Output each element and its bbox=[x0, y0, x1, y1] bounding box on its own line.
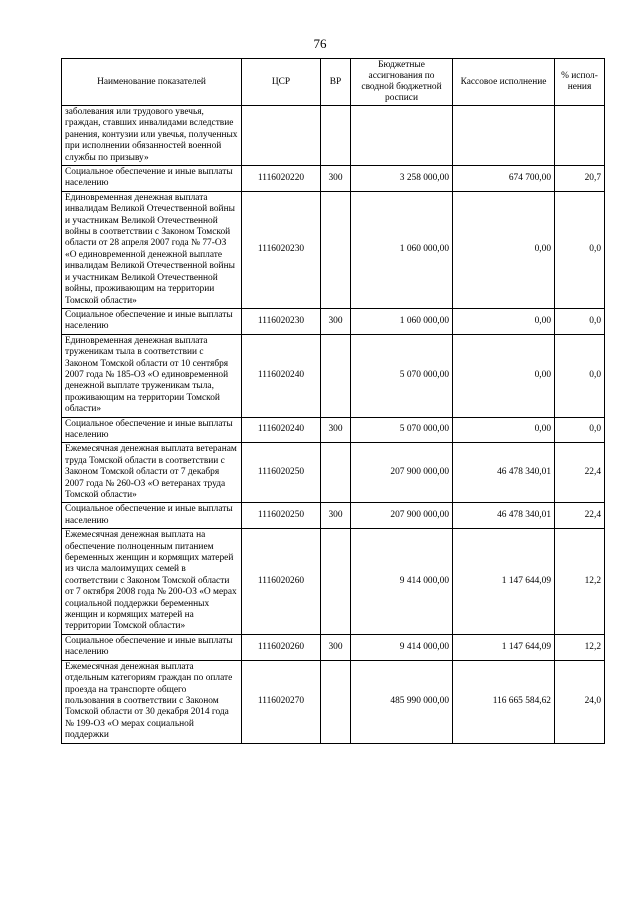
cell-assignments: 207 900 000,00 bbox=[351, 503, 453, 529]
cell-cash-execution: 0,00 bbox=[453, 191, 555, 308]
cell-percent: 12,2 bbox=[555, 634, 605, 660]
cell-csr: 1116020250 bbox=[242, 503, 321, 529]
cell-vr: 300 bbox=[321, 503, 351, 529]
table-row bbox=[62, 334, 605, 417]
table-row bbox=[62, 417, 605, 443]
cell-vr bbox=[321, 191, 351, 308]
cell-percent: 12,2 bbox=[555, 529, 605, 635]
cell-assignments: 207 900 000,00 bbox=[351, 443, 453, 503]
cell-vr bbox=[321, 106, 351, 166]
cell-vr: 300 bbox=[321, 308, 351, 334]
cell-assignments: 485 990 000,00 bbox=[351, 660, 453, 743]
cell-percent: 0,0 bbox=[555, 308, 605, 334]
cell-assignments: 9 414 000,00 bbox=[351, 634, 453, 660]
table-body bbox=[62, 106, 605, 744]
cell-assignments: 5 070 000,00 bbox=[351, 334, 453, 417]
cell-assignments: 1 060 000,00 bbox=[351, 191, 453, 308]
cell-cash-execution: 674 700,00 bbox=[453, 166, 555, 192]
cell-name: заболевания или трудового увечья, граждан, ставших инвалидами вследствие ранения, контузии или увечья, полученных при исполнении обязанностей военной службы по призыву» bbox=[62, 106, 242, 166]
table-row bbox=[62, 166, 605, 192]
header-assignments: Бюджетные ассигнования по сводной бюджетной росписи bbox=[351, 59, 453, 106]
header-cash-execution: Кассовое исполнение bbox=[453, 59, 555, 106]
cell-percent: 20,7 bbox=[555, 166, 605, 192]
cell-cash-execution: 0,00 bbox=[453, 334, 555, 417]
budget-execution-table bbox=[61, 58, 605, 744]
cell-assignments: 1 060 000,00 bbox=[351, 308, 453, 334]
cell-vr bbox=[321, 334, 351, 417]
header-csr: ЦСР bbox=[242, 59, 321, 106]
table-row bbox=[62, 106, 605, 166]
cell-percent: 0,0 bbox=[555, 334, 605, 417]
table-row bbox=[62, 634, 605, 660]
cell-name: Социальное обеспечение и иные выплаты населению bbox=[62, 503, 242, 529]
cell-name: Социальное обеспечение и иные выплаты населению bbox=[62, 417, 242, 443]
cell-name: Социальное обеспечение и иные выплаты населению bbox=[62, 308, 242, 334]
cell-csr: 1116020260 bbox=[242, 529, 321, 635]
header-name: Наименование показателей bbox=[62, 59, 242, 106]
cell-cash-execution: 0,00 bbox=[453, 417, 555, 443]
cell-vr bbox=[321, 660, 351, 743]
cell-csr: 1116020270 bbox=[242, 660, 321, 743]
cell-name: Социальное обеспечение и иные выплаты населению bbox=[62, 634, 242, 660]
cell-percent: 0,0 bbox=[555, 417, 605, 443]
cell-assignments bbox=[351, 106, 453, 166]
cell-assignments: 5 070 000,00 bbox=[351, 417, 453, 443]
cell-percent: 22,4 bbox=[555, 443, 605, 503]
cell-name: Ежемесячная денежная выплата ветеранам труда Томской области в соответствии с Законом Томской области от 7 декабря 2007 года № 260-ОЗ «О ветеранах труда Томской области» bbox=[62, 443, 242, 503]
cell-assignments: 3 258 000,00 bbox=[351, 166, 453, 192]
cell-cash-execution: 1 147 644,09 bbox=[453, 529, 555, 635]
cell-csr: 1116020250 bbox=[242, 443, 321, 503]
cell-cash-execution bbox=[453, 106, 555, 166]
header-vr: ВР bbox=[321, 59, 351, 106]
cell-cash-execution: 0,00 bbox=[453, 308, 555, 334]
cell-csr bbox=[242, 106, 321, 166]
cell-assignments: 9 414 000,00 bbox=[351, 529, 453, 635]
cell-name: Социальное обеспечение и иные выплаты населению bbox=[62, 166, 242, 192]
cell-vr bbox=[321, 529, 351, 635]
cell-vr: 300 bbox=[321, 634, 351, 660]
cell-cash-execution: 116 665 584,62 bbox=[453, 660, 555, 743]
table-row bbox=[62, 529, 605, 635]
cell-csr: 1116020260 bbox=[242, 634, 321, 660]
cell-name: Ежемесячная денежная выплата на обеспечение полноценным питанием беременных женщин и кормящих матерей из числа малоимущих семей в соответствии с Законом Томской области от 7 октября 2008 года № 200-ОЗ «О мерах социальной поддержки беременных женщин и кормящих матерей на территории Томской области» bbox=[62, 529, 242, 635]
cell-name: Единовременная денежная выплата инвалидам Великой Отечественной войны и участникам Великой Отечественной войны в соответствии с Законом Томской области от 28 апреля 2007 года № 77-ОЗ «О единовременной денежной выплате инвалидам Великой Отечественной войны и участникам Великой Отечественной войны, проживающим на территории Томской области» bbox=[62, 191, 242, 308]
cell-csr: 1116020220 bbox=[242, 166, 321, 192]
table-row bbox=[62, 503, 605, 529]
cell-percent bbox=[555, 106, 605, 166]
table-row bbox=[62, 443, 605, 503]
cell-csr: 1116020240 bbox=[242, 417, 321, 443]
cell-name: Ежемесячная денежная выплата отдельным категориям граждан по оплате проезда на транспорте общего пользования в соответствии с Законом Томской области от 30 декабря 2014 года № 199-ОЗ «О мерах социальной поддержки bbox=[62, 660, 242, 743]
cell-cash-execution: 46 478 340,01 bbox=[453, 503, 555, 529]
cell-vr: 300 bbox=[321, 417, 351, 443]
cell-percent: 24,0 bbox=[555, 660, 605, 743]
cell-percent: 0,0 bbox=[555, 191, 605, 308]
table-row bbox=[62, 308, 605, 334]
cell-name: Единовременная денежная выплата труженикам тыла в соответствии с Законом Томской области от 10 сентября 2007 года № 185-ОЗ «О единовременной денежной выплате труженикам тыла, проживающим на территории Томской области» bbox=[62, 334, 242, 417]
table-row bbox=[62, 191, 605, 308]
cell-cash-execution: 1 147 644,09 bbox=[453, 634, 555, 660]
cell-cash-execution: 46 478 340,01 bbox=[453, 443, 555, 503]
cell-csr: 1116020240 bbox=[242, 334, 321, 417]
cell-csr: 1116020230 bbox=[242, 308, 321, 334]
header-percent: % испол-нения bbox=[555, 59, 605, 106]
page-number: 76 bbox=[313, 36, 327, 51]
cell-vr bbox=[321, 443, 351, 503]
cell-percent: 22,4 bbox=[555, 503, 605, 529]
cell-vr: 300 bbox=[321, 166, 351, 192]
table-header-row bbox=[62, 59, 605, 106]
cell-csr: 1116020230 bbox=[242, 191, 321, 308]
table-row bbox=[62, 660, 605, 743]
